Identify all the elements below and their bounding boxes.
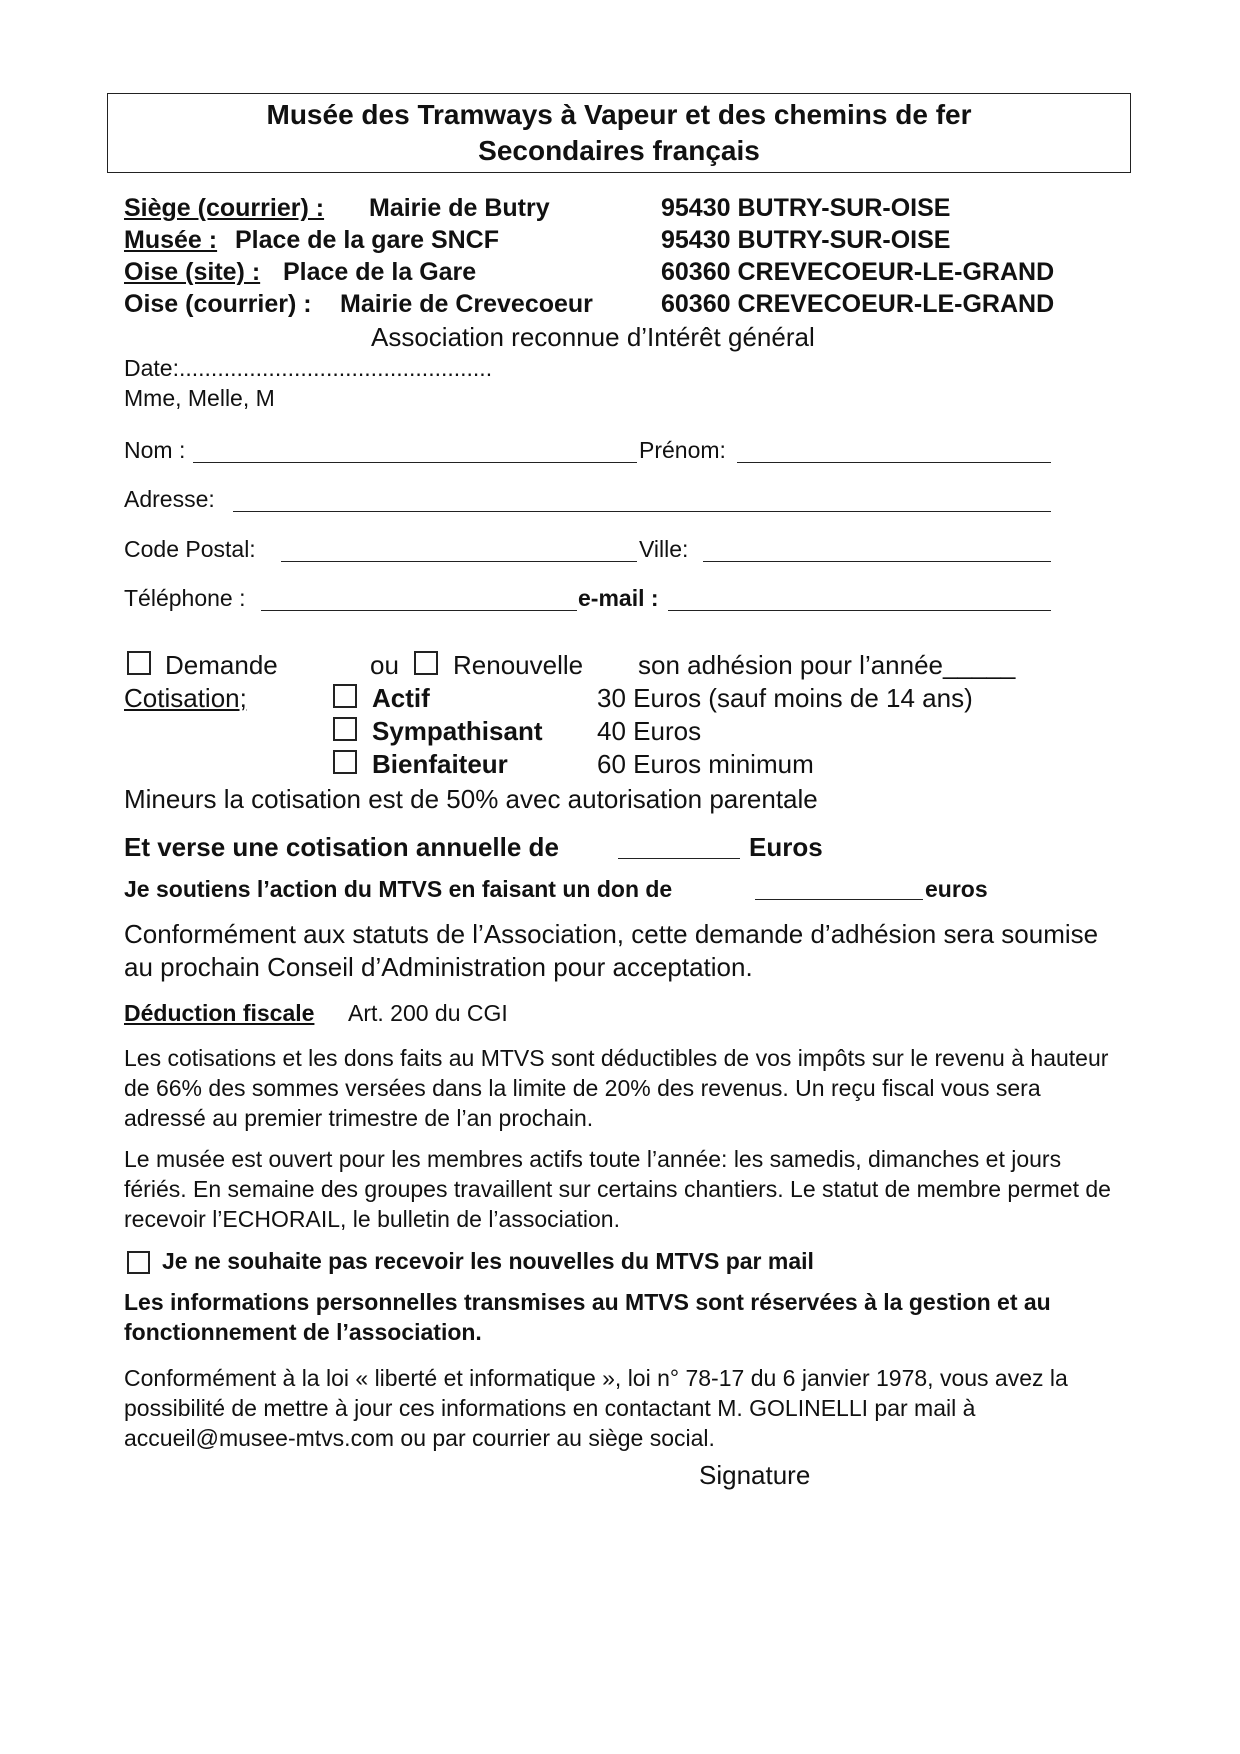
telephone-label: Téléphone : <box>124 585 246 611</box>
date-label: Date:................................................. <box>124 355 493 381</box>
address-label-oise-courrier: Oise (courrier) : <box>124 290 312 318</box>
ville-field[interactable] <box>703 561 1051 562</box>
demande-label: Demande <box>165 650 278 680</box>
bienfaiteur-label: Bienfaiteur <box>372 749 508 779</box>
actif-checkbox[interactable] <box>333 684 357 708</box>
ville-label: Ville: <box>639 536 689 562</box>
annual-fee-field[interactable] <box>618 858 740 859</box>
actif-label: Actif <box>372 683 430 713</box>
museum-paragraph: Le musée est ouvert pour les membres actifs toute l’année: les samedis, dimanches et jours fériés. En semaine des groupes travaillent sur certains chantiers. Le statut de membre permet de recevoir l’ECHORAIL, le bulletin de l’association. <box>124 1146 1111 1232</box>
address-city-siege: 95430 BUTRY-SUR-OISE <box>661 194 951 222</box>
signature-label: Signature <box>699 1460 811 1490</box>
annual-fee-suffix: Euros <box>749 832 823 862</box>
address-city-musee: 95430 BUTRY-SUR-OISE <box>661 226 951 254</box>
address-place-oise-courrier: Mairie de Crevecoeur <box>340 290 593 318</box>
adresse-label: Adresse: <box>124 486 215 512</box>
address-city-oise-site: 60360 CREVECOEUR-LE-GRAND <box>661 258 1055 286</box>
privacy-paragraph: Conformément à la loi « liberté et informatique », loi n° 78-17 du 6 janvier 1978, vous avez la possibilité de mettre à jour ces informations en contactant M. GOLINELLI par mail à accueil@musee-mtvs.com ou par courrier au siège social. <box>124 1365 1068 1451</box>
sympathisant-price: 40 Euros <box>597 716 702 746</box>
civility-label: Mme, Melle, M <box>124 385 275 411</box>
renouvelle-checkbox[interactable] <box>414 651 438 675</box>
ou-label: ou <box>370 650 399 680</box>
bienfaiteur-price: 60 Euros minimum <box>597 749 814 779</box>
address-place-musee: Place de la gare SNCF <box>235 226 500 254</box>
code-postal-field[interactable] <box>281 561 637 562</box>
deduction-paragraph: Les cotisations et les dons faits au MTVS sont déductibles de vos impôts sur le revenu à hauteur de 66% des sommes versées dans la limite de 20% des revenus. Un reçu fiscal vous sera adressé au premier trimestre de l’an prochain. <box>124 1045 1109 1131</box>
address-place-siege: Mairie de Butry <box>369 194 550 222</box>
mineurs-note: Mineurs la cotisation est de 50% avec autorisation parentale <box>124 784 818 814</box>
donation-field[interactable] <box>755 899 923 900</box>
annual-fee-prefix: Et verse une cotisation annuelle de <box>124 832 559 862</box>
address-label-siege: Siège (courrier) : <box>124 194 325 222</box>
email-label: e-mail : <box>578 585 659 611</box>
donation-prefix: Je soutiens l’action du MTVS en faisant un don de <box>124 876 673 902</box>
address-place-oise-site: Place de la Gare <box>283 258 477 286</box>
code-postal-label: Code Postal: <box>124 536 256 562</box>
nom-field[interactable] <box>193 462 637 463</box>
prenom-field[interactable] <box>737 462 1051 463</box>
bienfaiteur-checkbox[interactable] <box>333 750 357 774</box>
deduction-article: Art. 200 du CGI <box>348 1000 508 1026</box>
nom-label: Nom : <box>124 437 186 463</box>
prenom-label: Prénom: <box>639 437 726 463</box>
deduction-title: Déduction fiscale <box>124 1000 315 1026</box>
association-note: Association reconnue d’Intérêt général <box>371 322 815 352</box>
demande-checkbox[interactable] <box>127 651 151 675</box>
statuts-paragraph: Conformément aux statuts de l’Association, cette demande d’adhésion sera soumise au prochain Conseil d’Administration pour acceptation. <box>124 919 1099 982</box>
sympathisant-checkbox[interactable] <box>333 717 357 741</box>
title-line-1: Musée des Tramways à Vapeur et des chemins de fer <box>266 99 972 130</box>
email-field[interactable] <box>668 610 1051 611</box>
actif-price: 30 Euros (sauf moins de 14 ans) <box>597 683 973 713</box>
address-label-musee: Musée : <box>124 226 218 254</box>
title-line-2: Secondaires français <box>478 135 760 166</box>
cotisation-label: Cotisation; <box>124 683 247 713</box>
renouvelle-label: Renouvelle <box>453 650 584 680</box>
title-box <box>107 93 1131 173</box>
newsletter-optout-checkbox[interactable] <box>127 1251 150 1274</box>
sympathisant-label: Sympathisant <box>372 716 543 746</box>
adhesion-text: son adhésion pour l’année_____ <box>638 650 1016 680</box>
address-label-oise-site: Oise (site) : <box>124 258 261 286</box>
newsletter-optout-label: Je ne souhaite pas recevoir les nouvelles du MTVS par mail <box>162 1248 814 1274</box>
address-city-oise-courrier: 60360 CREVECOEUR-LE-GRAND <box>661 290 1055 318</box>
privacy-notice-bold: Les informations personnelles transmises au MTVS sont réservées à la gestion et au fonctionnement de l’association. <box>124 1289 1051 1345</box>
adresse-field[interactable] <box>233 511 1051 512</box>
telephone-field[interactable] <box>261 610 577 611</box>
donation-suffix: euros <box>925 876 988 902</box>
